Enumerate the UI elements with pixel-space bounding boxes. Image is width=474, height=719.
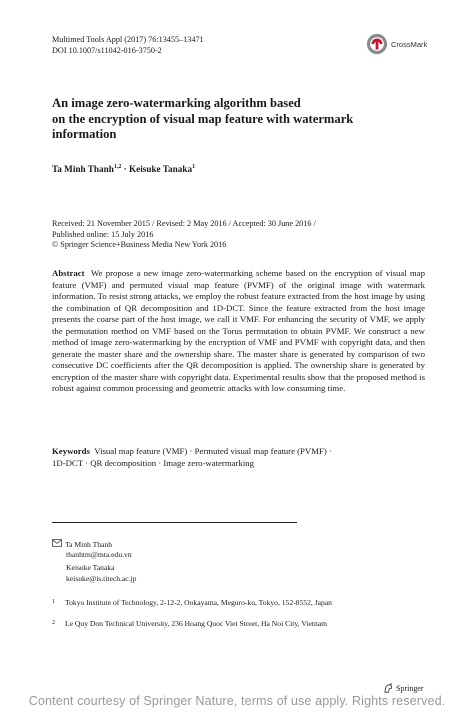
keywords-line: Visual map feature (VMF) · Permuted visual map feature (PVMF) ·: [94, 446, 332, 456]
published-online-line: Published online: 15 July 2016: [52, 229, 154, 239]
abstract-label: Abstract: [52, 268, 85, 278]
paper-title: [52, 96, 412, 143]
author-name[interactable]: Ta Minh Thanh: [52, 164, 114, 175]
keywords-label: Keywords: [52, 446, 90, 456]
journal-header: [52, 35, 204, 56]
author-list: [52, 164, 195, 174]
affiliation-text: Le Quy Don Technical University, 236 Hoang Quoc Viet Street, Ha Noi City, Vietnam: [65, 619, 328, 628]
publication-dates: [52, 219, 316, 251]
keywords: [52, 446, 425, 469]
correspondence-block: [52, 539, 136, 584]
abstract: [52, 268, 425, 395]
affiliation-number: 1: [52, 599, 55, 605]
email-link[interactable]: keisuke@is.titech.ac.jp: [66, 573, 137, 583]
crossmark-icon: [366, 33, 388, 55]
crossmark-badge[interactable]: [366, 31, 428, 57]
keywords-line: 1D-DCT · QR decomposition · Image zero-watermarking: [52, 457, 255, 468]
abstract-text: We propose a new image zero-watermarking scheme based on the encryption of visual map feature (VMF) and permuted visual map feature (PVMF) of the original image with watermark information. To resist strong attacks, we employ the robust feature extracted from the host image by using the combination of QR decomposition and 1D-DCT. Since the feature extracted from the host image presents the coarse part of the host image, we call it VMF. For enhancing the security of VMF, we apply the permutation method on VMF based on the Torus permutation to obtain PVMF. We construct a new method of image zero-watermarking by the encryption of VMF and PVMF with copyright data, and then generate the master share and the ownership share. The master share is generated by comparison of two consecutive DC coefficients after the QR decomposition is applied. The ownership share is generated by encryption of the master share with copyright data. Experimental results show that the proposed method is robust against common processing and geometric attacks with low consuming time.: [52, 268, 425, 394]
author-name[interactable]: Keisuke Tanaka: [128, 164, 193, 175]
author-affiliation-marker: 1: [192, 164, 196, 170]
corresponding-author-name: Ta Minh Thanh: [65, 540, 112, 549]
affiliation: [52, 597, 332, 608]
author-affiliation-marker: 1,2: [113, 164, 122, 170]
journal-citation: Multimed Tools Appl (2017) 76:13455–13471: [52, 35, 204, 44]
springer-horse-icon: [383, 683, 394, 694]
springer-logo: [383, 683, 424, 694]
corresponding-author-name: Keisuke Tanaka: [66, 563, 115, 573]
title-line: on the encryption of visual map feature with watermark: [52, 111, 354, 126]
history-line: Received: 21 November 2015 / Revised: 2 May 2016 / Accepted: 30 June 2016 /: [52, 219, 316, 228]
footnote-divider: [52, 522, 297, 523]
courtesy-watermark: Content courtesy of Springer Nature, terms of use apply. Rights reserved.: [28, 694, 446, 708]
publisher-name: Springer: [396, 684, 424, 693]
affiliation: [52, 618, 327, 629]
crossmark-label: CrossMark: [391, 39, 428, 49]
affiliation-text: Tokyo Institute of Technology, 2-12-2, Ookayama, Meguro-ku, Tokyo, 152-8552, Japan: [65, 598, 332, 607]
affiliation-number: 2: [52, 620, 55, 626]
author-separator: ·: [121, 164, 129, 175]
doi-line: DOI 10.1007/s11042-016-3750-2: [52, 45, 162, 55]
copyright-line: © Springer Science+Business Media New York 2016: [52, 240, 227, 250]
envelope-icon: [52, 539, 63, 550]
title-line: information: [52, 127, 117, 141]
title-line: An image zero-watermarking algorithm based: [52, 96, 301, 110]
email-link[interactable]: thanhtm@mta.edu.vn: [66, 550, 132, 560]
